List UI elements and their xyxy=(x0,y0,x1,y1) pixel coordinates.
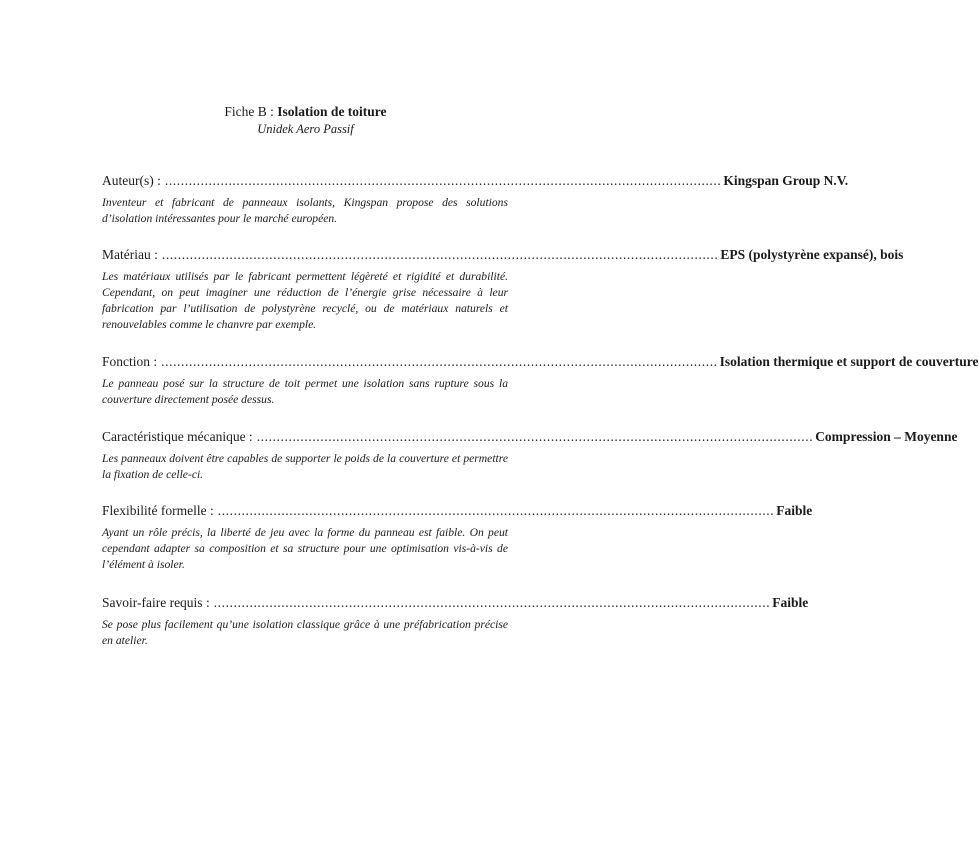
entry-label: Matériau : xyxy=(102,247,158,262)
entry-row xyxy=(102,246,904,263)
entry-know-how xyxy=(102,594,809,649)
entry-mechanical xyxy=(102,428,958,483)
leader-dots: ............................................................................................................................................ xyxy=(217,503,775,518)
leader-dots: ............................................................................................................................................ xyxy=(161,247,719,262)
entry-value: Faible xyxy=(772,595,809,610)
leader-dots: ............................................................................................................................................ xyxy=(213,595,771,610)
leader-dots: ............................................................................................................................................ xyxy=(161,354,718,369)
entry-value: Kingspan Group N.V. xyxy=(723,173,849,188)
entry-label: Caractéristique mécanique : xyxy=(102,429,253,444)
sheet-subtitle: Unidek Aero Passif xyxy=(257,122,354,136)
leader-dots: ............................................................................................................................................ xyxy=(256,429,814,444)
entry-material xyxy=(102,246,904,333)
entry-row xyxy=(102,353,979,370)
entry-description: Le panneau posé sur la structure de toit permet une isolation sans rupture sous la couverture directement posée dessus. xyxy=(102,377,508,406)
entry-value: Faible xyxy=(776,503,813,518)
entry-description: Inventeur et fabricant de panneaux isolants, Kingspan propose des solutions d’isolation intéressantes pour le marché européen. xyxy=(102,196,508,225)
entry-row xyxy=(102,594,809,611)
sheet-header xyxy=(0,104,611,137)
entry-row xyxy=(102,428,958,445)
entry-function xyxy=(102,353,979,408)
entry-label: Auteur(s) : xyxy=(102,173,161,188)
entry-description: Les panneaux doivent être capables de supporter le poids de la couverture et permettre la fixation de celle-ci. xyxy=(102,452,508,481)
entry-row xyxy=(102,502,813,519)
entry-label: Savoir-faire requis : xyxy=(102,595,210,610)
entry-value: Compression – Moyenne xyxy=(815,429,958,444)
entry-value: EPS (polystyrène expansé), bois xyxy=(720,247,904,262)
entry-label: Flexibilité formelle : xyxy=(102,503,214,518)
sheet-title-text: Isolation de toiture xyxy=(277,104,387,119)
leader-dots: ............................................................................................................................................ xyxy=(164,173,722,188)
entry-description: Ayant un rôle précis, la liberté de jeu avec la forme du panneau est faible. On peut cependant adapter sa composition et sa structure pour une optimisation vis-à-vis de l’élément à isoler. xyxy=(102,526,508,571)
sheet-prefix: Fiche B : xyxy=(224,104,274,119)
entry-label: Fonction : xyxy=(102,354,158,369)
entry-description: Se pose plus facilement qu’une isolation classique grâce à une préfabrication précise en atelier. xyxy=(102,618,508,647)
entry-description: Les matériaux utilisés par le fabricant permettent légèreté et rigidité et durabilité. Cependant, on peut imaginer une réduction de l’énergie grise nécessaire à leur fabrication par l’utilisation de polystyrène recyclé, ou de matériaux naturels et renouvelables comme le chanvre par exemple. xyxy=(102,270,508,331)
entry-author xyxy=(102,172,849,227)
entry-row xyxy=(102,172,849,189)
entry-value: Isolation thermique et support de couverture xyxy=(719,354,979,369)
sheet-title xyxy=(0,104,611,120)
entry-flexibility xyxy=(102,502,813,573)
